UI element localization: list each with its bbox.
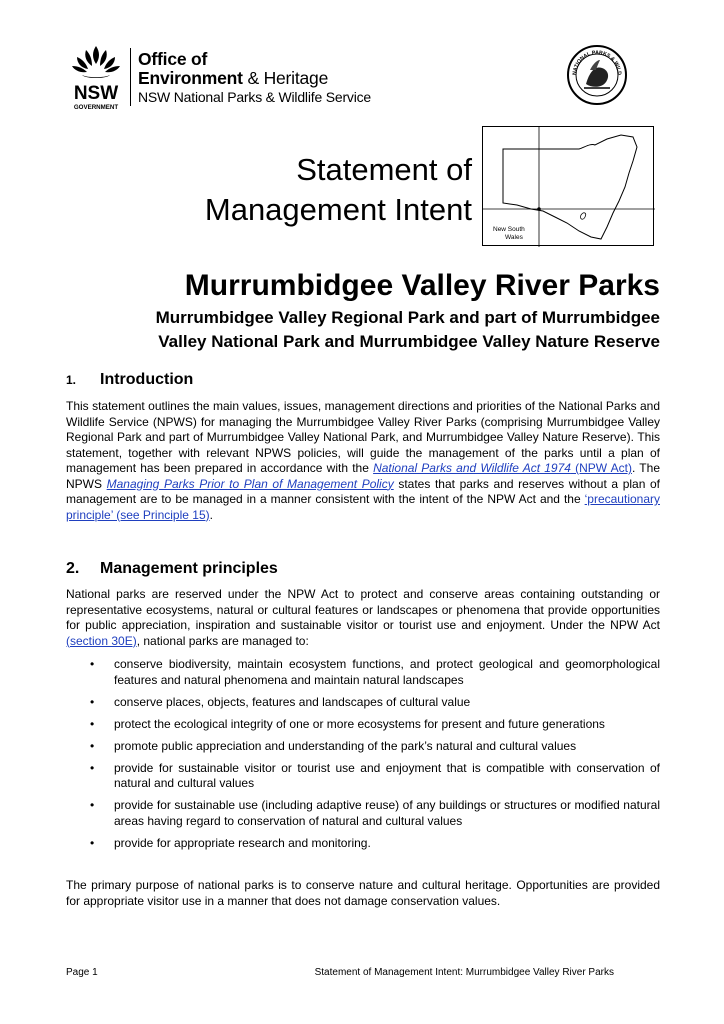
- org-line-1: Office of: [138, 49, 208, 69]
- bullet-icon: •: [90, 760, 95, 775]
- park-subtitle-line-1: Murrumbidgee Valley Regional Park and part of Murrumbidgee: [155, 308, 660, 327]
- org-line-2-heritage: & Heritage: [247, 68, 329, 88]
- footer-title: Statement of Management Intent: Murrumbidgee Valley River Parks: [314, 967, 614, 978]
- intro-text-c: states that parks and reserves without a plan of management are to be managed in a manner consistent with the intent of the NPW Act and the: [66, 476, 660, 506]
- list-item: • conserve places, objects, features and landscapes of cultural value: [90, 694, 471, 709]
- bullet-icon: •: [90, 694, 95, 709]
- managing-parks-policy-link[interactable]: Managing Parks Prior to Plan of Management Policy: [106, 476, 394, 491]
- list-item: • promote public appreciation and understanding of the park’s natural and cultural values: [90, 738, 577, 753]
- org-line-2-main: Environment: [138, 68, 243, 88]
- intro-text-a: This statement outlines the main values, issues, management directions and priorities of the National Parks and Wildlife Service (NPWS) for managing the Murrumbidgee Valley River Parks (comprising Murrumbidgee Valley Regional Park and part of Murrumbidgee Valley National Park, and Murrumbidgee Valley Nature Reserve). This statement, together with relevant NPWS policies, will guide the management of the parks until a plan of management has been prepared in accordance with the: [66, 399, 660, 475]
- section-30e-link[interactable]: (section 30E): [66, 633, 137, 648]
- park-subtitle-line-2: Valley National Park and Murrumbidgee Valley Nature Reserve: [158, 332, 660, 351]
- list-item: • protect the ecological integrity of one or more ecosystems for present and future generations: [90, 716, 605, 731]
- intro-text-d: .: [209, 507, 213, 522]
- npw-act-link[interactable]: National Parks and Wildlife Act 1974 (NPW Act): [373, 461, 632, 475]
- map-label: [493, 226, 525, 242]
- statement-title-line-2: Management Intent: [204, 192, 472, 227]
- management-principles-list: [90, 657, 660, 858]
- logo-divider: [130, 48, 131, 106]
- intro-text-b: . The NPWS: [66, 461, 660, 491]
- section-2-heading: [66, 559, 660, 579]
- map-label-line-2: Wales: [505, 234, 523, 241]
- bullet-icon: •: [90, 738, 95, 753]
- list-item: • provide for sustainable visitor or tourist use and enjoyment that is compatible with conservation of natural and cultural values: [90, 760, 660, 790]
- bullet-icon: •: [90, 657, 95, 671]
- org-line-2: [138, 69, 371, 88]
- park-title: Murrumbidgee Valley River Parks: [184, 269, 660, 302]
- bullet-icon: •: [90, 798, 95, 812]
- section-1-title: Introduction: [100, 371, 194, 388]
- government-label: GOVERNMENT: [73, 104, 119, 111]
- list-item: • conserve biodiversity, maintain ecosystem functions, and protect geological and geomorphological features and natural phenomena and maintain natural landscapes: [90, 657, 660, 687]
- location-marker-icon: [537, 207, 541, 211]
- bullet-icon: •: [90, 835, 95, 850]
- precautionary-principle-link[interactable]: ‘precautionary principle’ (see Principle 15): [66, 492, 660, 522]
- park-subtitle: [64, 306, 660, 354]
- section-1-heading: [66, 370, 660, 390]
- statement-title-line-1: Statement of: [296, 152, 472, 187]
- list-item: • provide for sustainable use (including adaptive reuse) of any buildings or structures or modified natural areas having regard to conservation of natural and cultural values: [90, 798, 660, 828]
- waratah-logo-icon: [68, 44, 124, 112]
- closing-paragraph: The primary purpose of national parks is to conserve nature and cultural heritage. Opportunities are provided for appropriate visitor use in a manner that does not damage conservation values.: [66, 878, 660, 908]
- location-map: [482, 126, 654, 246]
- mgmt-text-a: National parks are reserved under the NPW Act to protect and conserve areas containing outstanding or representative ecosystems, natural or cultural features or landscapes or phenomena that provide opportunities for public appreciation, inspiration and sustainable visitor or tourist use and enjoyment. Under the NPW Act: [66, 587, 660, 632]
- nsw-wordmark: NSW: [73, 83, 119, 104]
- list-item: • provide for appropriate research and monitoring.: [90, 835, 371, 850]
- management-principles-paragraph: [66, 587, 660, 649]
- bullet-icon: •: [90, 716, 95, 731]
- mgmt-text-b: , national parks are managed to:: [136, 633, 309, 648]
- seal-text: NATIONAL PARKS & WILD: [571, 49, 623, 76]
- section-2-title: Management principles: [100, 560, 278, 577]
- section-1-number: 1.: [66, 373, 77, 387]
- section-2-number: 2.: [66, 560, 80, 577]
- npws-seal-icon: [566, 44, 628, 106]
- org-line-3: NSW National Parks & Wildlife Service: [138, 89, 371, 105]
- page-number: Page 1: [66, 967, 98, 978]
- organisation-name: [138, 50, 371, 106]
- map-label-line-1: New South: [493, 226, 525, 233]
- introduction-paragraph: [66, 399, 660, 523]
- statement-title: [205, 150, 472, 230]
